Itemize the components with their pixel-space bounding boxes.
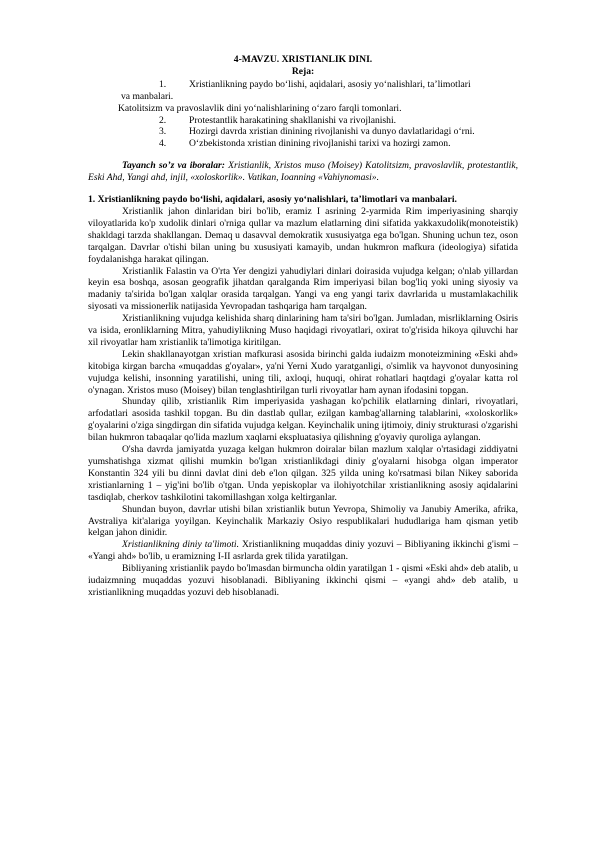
plan-item-number: 1. [159,78,167,90]
document-page [88,54,518,599]
body-paragraph: Shundan buyon, davrlar utishi bilan xristianlik butun Yevropa, Shimoliy va Janubiy Amerika, afrika, Avstraliya kit'alariga yoyilgan. Keyinchalik Markaziy Osiyo respublikalari hududlariga ham qisman yetib kelgan jahon dinidir. [88,503,518,539]
plan-item: Katolitsizm va pravoslavlik dini yo‘nalishlarining o‘zaro farqli tomonlari. [118,102,402,114]
plan-item-text: Xristianlikning paydo bo‘lishi, aqidalari, asosiy yo‘nalishlari, ta’limotlari [189,78,471,90]
plan-item [88,79,518,91]
body-paragraph: Xristianlik jahon dinlaridan biri bo'lib, eramiz I asrining 2-yarmida Rim imperiyasining sharqiy viloyatlarida ko'p xudolik dinlari o'rniga qullar va mazlum elatlarning dini sifatida yakkaxudolik(monoteistik) shakldagi tarzda shakllangan. Demaq u dasavval demokratik xususiyatga ega bo'lgan. Shuning uchun tez, oson tarqalgan. Davrlar o'tishi bilan uning bu xususiyati kamayib, undan hukmron mafkura (ideologiya) sifatida foydalanishga harakat qilingan. [88,205,518,265]
keywords-paragraph [88,160,518,184]
section-heading: 1. Xristianlikning paydo bo‘lishi, aqidalari, asosiy yo‘nalishlari, ta’limotlari va manbalari. [88,194,457,206]
body-paragraph: Bibliyaning xristianlik paydo bo'lmasdan birmuncha oldin yaratilgan 1 - qismi «Eski ahd» deb atalib, u iudaizmning muqaddas yozuvi hisoblanadi. Bibliyaning ikkinchi qismi – «yangi ahd» deb atalib, u xristianlikning muqaddas yozuvi deb hisoblanadi. [88,563,518,598]
plan-list [88,79,518,150]
plan-item-text: O‘zbekistonda xristian dinining rivojlanishi tarixi va hozirgi zamon. [189,138,451,150]
plan-item [88,126,518,138]
body-paragraph: Shunday qilib, xristianlik Rim imperiyasida yashagan ko'pchilik elatlarning dinlari, rivoyatlari, arfodatlari asosida tashkil topgan. Bu din dastlab qullar, ezilgan kambag'allarning talablarini, «xoloskorlik» g'oyalarini o'ziga singdirgan din sifatida vujudga kelgan. Keyinchalik uning ijtimoiy, diniy strukturasi o'zgarishi bilan hukmron tabaqalar qo'lida mazlum xaqlarni ekspluatasiya qilishning g'oyaviy quroliga aylangan. [88,396,518,444]
plan-item-text: Hozirgi davrda xristian dinining rivojlanishi va dunyo davlatlaridagi o‘rni. [189,126,475,138]
plan-item [88,138,518,150]
spacer [88,184,518,194]
body-paragraph: O'sha davrda jamiyatda yuzaga kelgan hukmron doiralar bilan mazlum xalqlar o'rtasidagi ziddiyatni yumshatishga xizmat qilishi mumkin bo'lgan xristianlikdagi diniy g'oyalarni hisobga olgan imperator Konstantin 324 yili bu dinni davlat dini deb e'lon qilgan. 325 yilda uning ko'rsatmasi bilan Nikey saborida xristianlarning 1 – yig'ini bo'lib o'tgan. Unda yepiskoplar va ilohiyotchilar xristianlikning asosiy aqidalarini tasdiqlab, cherkov tashkilotini takomillashgan xolga keltirganlar. [88,444,518,503]
plan-item-continuation: va manbalari. [121,90,174,102]
bible-text: Xristianlikning muqaddas diniy yozuvi – Bibliyaning ikkinchi g'ismi – «Yangi ahd» bo'lib, u eramizning I-II asrlarda grek tilida yaratilgan. [88,539,518,563]
body-paragraph: Xristianlikning vujudga kelishida sharq dinlarining ham ta'siri bo'lgan. Jumladan, misrliklarning Osiris va isida, eronliklarning Mitra, yahudiylikning Muso haqidagi rivoyatlari, oxirat to'g'risida hikoya qiluvchi har xil rivoyatlar ham xristianlik ta'limotiga kiritilgan. [88,313,518,348]
keywords-text: Xristianlik, Xristos muso (Moisey) Katolitsizm, pravoslavlik, protestantlik, Eski Ahd, Yangi ahd, injil, «xoloskorlik». Vatikan, Ioanning «Vahiynomasi». [88,160,518,184]
body-paragraph: Lekin shakllanayotgan xristian mafkurasi asosida birinchi galda iudaizm monoteizmining «Eski ahd» kitobiga kirgan barcha «muqaddas g'oyalar», ya'ni Yerni Xudo yaratganligi, o'simlik va hayvonot dunyosining vujudga kelishi, insonning yaratilishi, uning tili, axloqi, huquqi, ohirat rohatlari haqtdagi g'oyalar katta rol o'ynagan. Xristos muso (Moisey) bilan tenglashtirilgan turli rivoyatlar ham aynan ifodasini topgan. [88,348,518,396]
plan-heading: Reja: [291,65,315,77]
keywords-label: Tayanch so’z va iboralar: [122,160,225,172]
plan-item-text: Protestantlik harakatining shakllanishi va rivojlanishi. [189,114,397,126]
plan-item-number: 3. [159,126,167,138]
body-paragraph: Xristianlik Falastin va O'rta Yer dengizi yahudiylari dinlari doirasida vujudga kelgan; o'nlab yillardan keyin esa boshqa, asosan geografik jihatdan qaralganda Rim imperiyasi bilan bog'liq yoki uning siyosiy va madaniy ta'sirida bo'lgan xalqlar orasida tarqalgan. Yangi va eng yangi tarix davrlarida u mustamlakachilik siyosati va missionerlik natijasida Yevropadan tashqariga ham tarqalgan. [88,265,518,313]
bible-lead: Xristianlikning diniy ta'limoti. [122,539,239,551]
plan-item-number: 4. [159,138,167,150]
plan-item [88,115,518,127]
spacer [88,150,518,160]
bible-paragraph [88,539,518,563]
plan-item-number: 2. [159,114,167,126]
document-title: 4-MAVZU. XRISTIANLIK DINI. [233,54,373,65]
